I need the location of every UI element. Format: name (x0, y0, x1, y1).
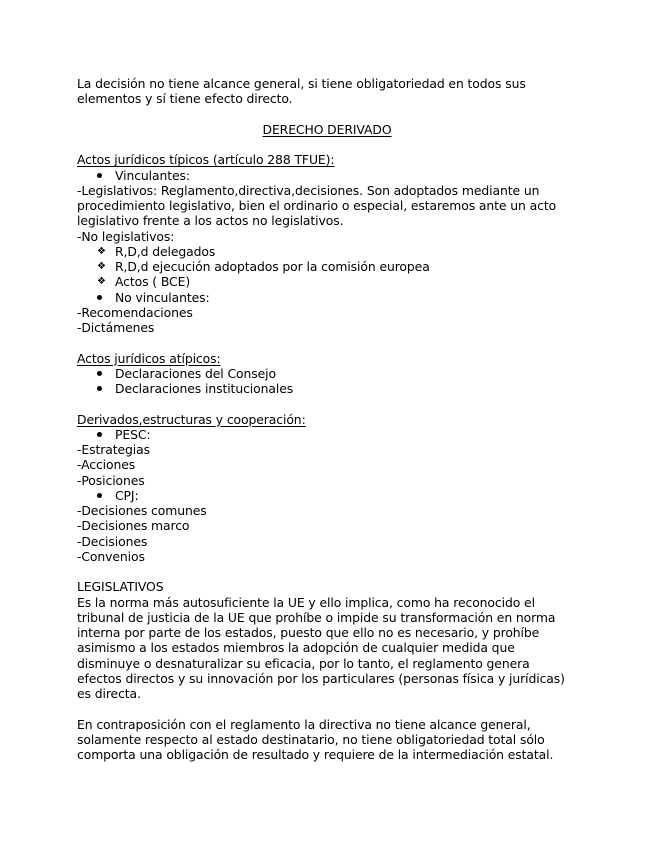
atipicos-list (77, 366, 577, 397)
spacer (77, 335, 577, 350)
heading-actos-atipicos: Actos jurídicos atípicos: (77, 350, 221, 366)
cpj-list (77, 488, 577, 503)
heading-derivados: Derivados,estructuras y cooperación: (77, 411, 306, 427)
legislativos-paragraph-2: En contraposición con el reglamento la directiva no tiene alcance general, solamente respecto al estado destinatario, no tiene obligatoriedad total sólo comporta una obligación de resultado y requiere de la intermediación estatal. (77, 716, 554, 762)
bullet-icon (97, 381, 111, 396)
bullet-icon (97, 290, 111, 305)
bullet-icon (97, 427, 111, 442)
bullet-icon (97, 488, 111, 503)
list-item: Vinculantes: (77, 168, 577, 183)
pesc-item: -Posiciones (77, 472, 145, 488)
heading-actos-tipicos: Actos jurídicos típicos (artículo 288 TFUE): (77, 152, 335, 168)
list-item: ❖ R,D,d delegados (97, 243, 216, 259)
list-item: PESC: (77, 427, 577, 442)
recomendaciones-line: -Recomendaciones (77, 304, 193, 320)
list-item: No vinculantes: (77, 290, 577, 305)
cpj-item: -Decisiones (77, 533, 148, 549)
pesc-item: -Estrategias (77, 442, 150, 457)
list-item: ❖ R,D,d ejecución adoptados por la comisión europea (97, 259, 430, 274)
pesc-list (77, 427, 577, 442)
section-title-derecho-derivado: DERECHO DERIVADO (262, 121, 392, 137)
list-item: CPJ: (77, 488, 577, 503)
intro-paragraph: La decisión no tiene alcance general, si tiene obligatoriedad en todos sus elementos y sí tiene efecto directo. (77, 76, 526, 107)
bullet-icon (97, 366, 111, 381)
spacer (77, 564, 577, 579)
no-legislativos-list (77, 244, 577, 305)
tipicos-vinculantes-list (77, 168, 577, 183)
no-legislativos-label: -No legislativos: (77, 228, 175, 244)
cpj-item: -Decisiones marco (77, 518, 190, 534)
diamond-bullet-icon: ❖ (97, 261, 106, 272)
cpj-item: -Convenios (77, 548, 145, 564)
pesc-item: -Acciones (77, 457, 136, 473)
diamond-bullet-icon: ❖ (97, 276, 106, 288)
spacer (77, 107, 577, 122)
diamond-bullet-icon: ❖ (97, 245, 106, 257)
spacer (77, 137, 577, 152)
spacer (77, 701, 577, 716)
list-item: Declaraciones del Consejo (77, 366, 577, 381)
legislativos-paragraph-1: Es la norma más autosuficiente la UE y ello implica, como ha reconocido el tribunal de justicia de la UE que prohíbe o impide su transformación en norma interna por parte de los estados, puesto que ello no es necesario, y prohíbe asimismo a los estados miembros la adopción de cualquier medida que disminuye o desnaturalizar su eficacia, por lo tanto, el reglamento genera efectos directos y su innovación por los particulares (personas física y jurídicas) es directa. (77, 594, 565, 701)
bullet-icon (97, 168, 111, 183)
cpj-item: -Decisiones comunes (77, 503, 207, 518)
dictamenes-line: -Dictámenes (77, 320, 155, 335)
document-page (77, 76, 577, 762)
legislativos-text: -Legislativos: Reglamento,directiva,decisiones. Son adoptados mediante un procedimiento legislativo, bien el ordinario o especial, estaremos ante un acto legislativo frente a los actos no legislativos. (77, 182, 557, 229)
list-item: Declaraciones institucionales (77, 381, 577, 396)
spacer (77, 396, 577, 411)
heading-legislativos: LEGISLATIVOS (77, 579, 164, 595)
list-item: ❖ Actos ( BCE) (97, 274, 191, 290)
